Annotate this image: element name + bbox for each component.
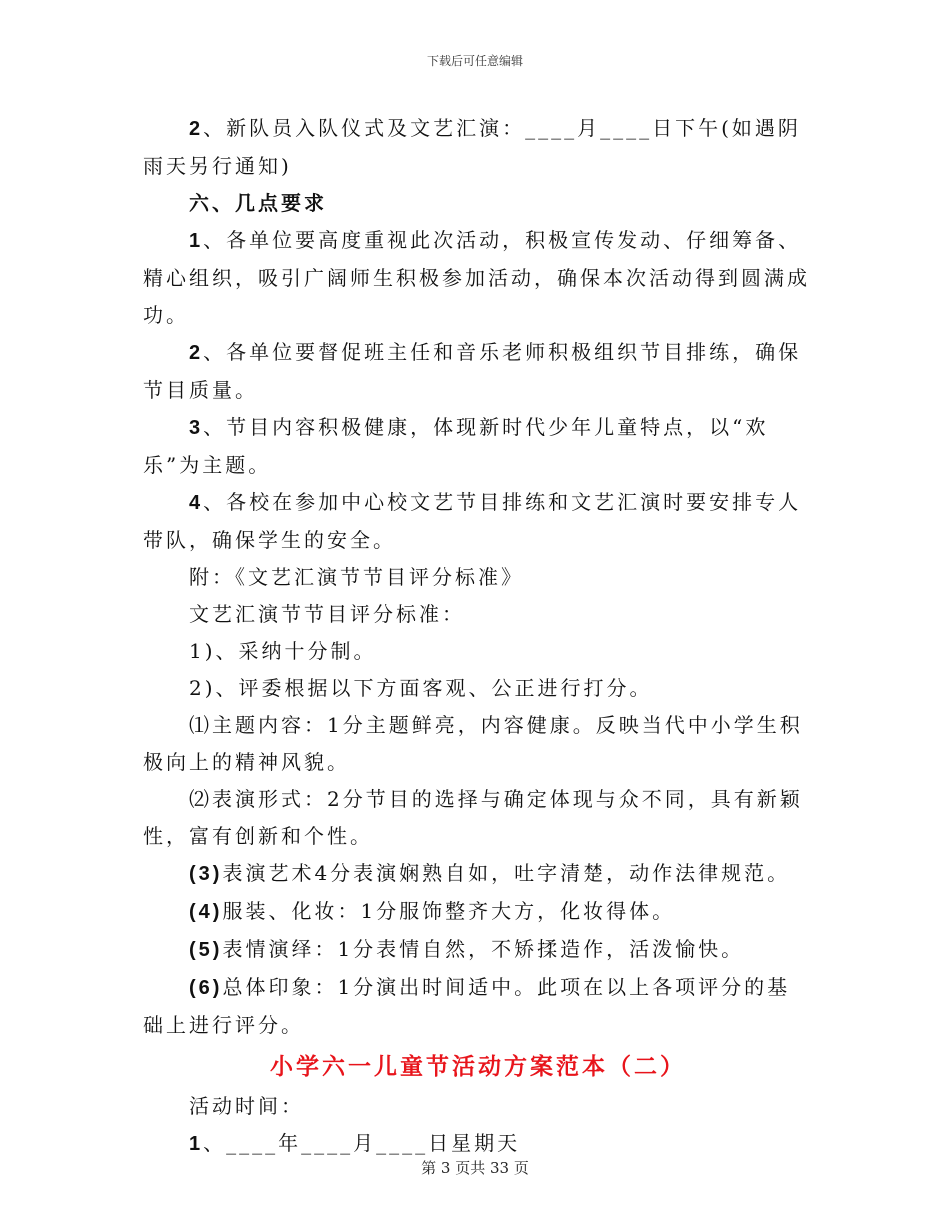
paragraph-text: 1)、采纳十分制。 bbox=[189, 639, 377, 663]
paragraph bbox=[143, 222, 813, 334]
paragraph bbox=[143, 781, 813, 855]
document-body bbox=[143, 110, 813, 1163]
paragraph bbox=[143, 633, 813, 670]
paragraph-text: 服装、化妆：1分服饰整齐大方，化妆得体。 bbox=[222, 899, 676, 923]
paragraph-text: 活动时间： bbox=[189, 1094, 304, 1118]
paragraph bbox=[143, 484, 813, 559]
paragraph-number: 2 bbox=[189, 118, 204, 140]
paragraph-text: 附：《文艺汇演节节目评分标准》 bbox=[189, 565, 524, 589]
paragraph-number: 1 bbox=[189, 1133, 204, 1155]
paragraph-text: 、____年____月____日星期天 bbox=[203, 1131, 521, 1155]
paragraph bbox=[143, 596, 813, 633]
paragraph-number: 1 bbox=[189, 230, 204, 252]
after-title-list bbox=[143, 1088, 813, 1163]
paragraph bbox=[143, 185, 813, 222]
paragraph bbox=[143, 409, 813, 484]
paragraph-text: 六、几点要求 bbox=[189, 191, 327, 215]
paragraph-text: 、各校在参加中心校文艺节目排练和文艺汇演时要安排专人带队，确保学生的安全。 bbox=[143, 490, 802, 552]
paragraph bbox=[143, 931, 813, 969]
paragraph bbox=[143, 670, 813, 707]
paragraph bbox=[143, 110, 813, 185]
paragraph-text: ⑴主题内容：1分主题鲜亮，内容健康。反映当代中小学生积极向上的精神风貌。 bbox=[143, 713, 803, 774]
paragraph bbox=[143, 559, 813, 596]
paragraph-text: 2)、评委根据以下方面客观、公正进行打分。 bbox=[189, 676, 653, 700]
paragraph bbox=[143, 969, 813, 1044]
paragraph bbox=[143, 334, 813, 409]
paragraph-text: 、各单位要督促班主任和音乐老师积极组织节目排练，确保节目质量。 bbox=[143, 340, 802, 402]
paragraph-number: 4 bbox=[189, 492, 204, 514]
paragraph-text: 、各单位要高度重视此次活动，积极宣传发动、仔细筹备、精心组织，吸引广阔师生积极参加活动，确保本次活动得到圆满成功。 bbox=[143, 228, 810, 327]
paragraph-list bbox=[143, 110, 813, 1044]
paragraph-text: 总体印象：1分演出时间适中。此项在以上各项评分的基础上进行评分。 bbox=[143, 975, 791, 1037]
paragraph-number: 2 bbox=[189, 342, 204, 364]
paragraph-text: ⑵表演形式：2分节目的选择与确定体现与众不同，具有新颖性，富有创新和个性。 bbox=[143, 787, 803, 848]
paragraph-number: (4) bbox=[189, 901, 223, 923]
paragraph-number: 3 bbox=[189, 417, 204, 439]
paragraph-text: 表演艺术4分表演娴熟自如，吐字清楚，动作法律规范。 bbox=[222, 861, 791, 885]
paragraph-text: 文艺汇演节节目评分标准： bbox=[189, 602, 465, 626]
paragraph bbox=[143, 893, 813, 931]
paragraph-number: (3) bbox=[189, 863, 223, 885]
paragraph-number: (5) bbox=[189, 939, 223, 961]
paragraph bbox=[143, 1088, 813, 1125]
section-title: 小学六一儿童节活动方案范本（二） bbox=[270, 1053, 686, 1080]
paragraph-number: (6) bbox=[189, 977, 223, 999]
paragraph-text: 、节目内容积极健康，体现新时代少年儿童特点，以“欢乐”为主题。 bbox=[143, 415, 769, 477]
paragraph-text: 表情演绎：1分表情自然，不矫揉造作，活泼愉快。 bbox=[222, 937, 745, 961]
page-footer: 第 3 页共 33 页 bbox=[421, 1159, 529, 1177]
paragraph bbox=[143, 707, 813, 781]
paragraph-text: 、新队员入队仪式及文艺汇演：____月____日下午(如遇阴雨天另行通知) bbox=[143, 116, 801, 178]
paragraph bbox=[143, 855, 813, 893]
header-note: 下载后可任意编辑 bbox=[426, 54, 523, 68]
